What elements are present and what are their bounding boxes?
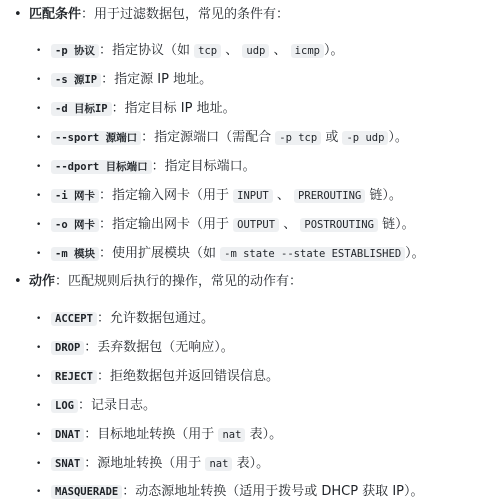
action-code: DROP [51,341,84,355]
bullet: • [36,487,42,497]
option-code: -o 网卡 [51,218,99,232]
item-desc: ：指定输入网卡（用于 [98,188,229,203]
inline-code: -m state --state ESTABLISHED [220,247,405,261]
option-code: -d 目标IP [51,102,112,116]
bullet: • [36,162,42,172]
section-intro: ：匹配规则后执行的操作，常见的动作有： [55,274,303,289]
inline-code: OUTPUT [233,218,279,232]
bullet: • [36,249,42,259]
bullet: • [36,191,42,201]
inline-code: nat [205,457,232,471]
bullet: • [36,372,42,382]
inline-code: -p tcp [275,131,321,145]
option-code: -p 协议 [51,44,99,58]
item-desc: ：指定目标端口。 [151,159,256,174]
option-code: -m 模块 [51,247,99,261]
inline-code: udp [242,44,269,58]
action-code: MASQUERADE [51,485,122,499]
inline-code: tcp [194,44,221,58]
bullet: • [36,46,42,56]
bullet: • [36,220,42,230]
item-desc: ：指定目标 IP 地址。 [111,101,236,116]
bullet: • [36,75,42,85]
bullet: • [36,430,42,440]
option-code: --dport 目标端口 [51,160,152,174]
inline-code: PREROUTING [294,189,365,203]
bullet: • [36,104,42,114]
bullet: • [36,133,42,143]
action-code: REJECT [51,370,97,384]
item-desc: ：记录日志。 [77,398,156,413]
item-desc: ：允许数据包通过。 [96,311,214,326]
item-desc: ：丢弃数据包（无响应）。 [84,340,234,355]
bullet: • [14,274,22,289]
section-title: 动作 [29,274,56,289]
option-code: -s 源IP [51,73,101,87]
inline-code: POSTROUTING [300,218,378,232]
item-desc: ：拒绝数据包并返回错误信息。 [96,369,279,384]
item-desc: ：指定源 IP 地址。 [101,72,213,87]
action-code: SNAT [51,457,84,471]
inline-code: INPUT [233,189,273,203]
inline-code: icmp [291,44,324,58]
item-desc: ：源地址转换（用于 [84,456,202,471]
action-code: DNAT [51,428,84,442]
option-code: --sport 源端口 [51,131,141,145]
item-desc: ：使用扩展模块（如 [98,246,216,261]
bullet: • [36,401,42,411]
section-title: 匹配条件 [29,7,82,22]
inline-code: -p udp [342,131,388,145]
bullet: • [36,343,42,353]
bullet: • [36,459,42,469]
item-desc: ：指定协议（如 [98,43,190,58]
item-desc: ：指定源端口（需配合 [141,130,272,145]
item-desc: ：目标地址转换（用于 [84,427,215,442]
document: • 匹配条件：用于过滤数据包，常见的条件有： • -p 协议 ：指定协议（如 tcp 、 udp 、 icmp ）。 • -s 源IP ：指定源 IP 地址。 • -d 目标IP ：指定目标 IP 地址。 • --sport 源端口 ：指定源端口（需配合 -p tcp 或 -p udp ）。 • --dport 目标端口 ：指定目标端口。 • -i 网卡 ：指定输入网卡（用于 INPUT 、 PREROUTING 链）。 • -o 网卡 ：指定输出网卡（用于 OUTPUT 、 POSTROUTING 链）。 • -m 模块 ：使用扩展模块（如 -m state --state ESTABLISHED ）。 • 动作：匹配规则后执行的操作，常见的动作有： • ACCEPT ：允许数据包通过。 • DROP ：丢弃数据包（无响应）。 • REJECT ：拒绝数据包并返回错误信息。 • LOG ：记录日志。 • DNAT ：目标地址转换（用于 nat 表）。 • SNAT ：源地址转换（用于 nat 表）。 • MASQUERADE ：动态源地址转换（适用于拨号或 DHCP 获取 IP）。 [0,0,486,504]
section-intro: ：用于过滤数据包，常见的条件有： [81,7,290,22]
action-code: LOG [51,399,78,413]
bullet: • [36,314,42,324]
inline-code: nat [218,428,245,442]
option-code: -i 网卡 [51,189,99,203]
item-desc: ：动态源地址转换（适用于拨号或 DHCP 获取 IP）。 [122,484,424,499]
bullet: • [14,7,22,22]
action-code: ACCEPT [51,312,97,326]
item-desc: ：指定输出网卡（用于 [98,217,229,232]
